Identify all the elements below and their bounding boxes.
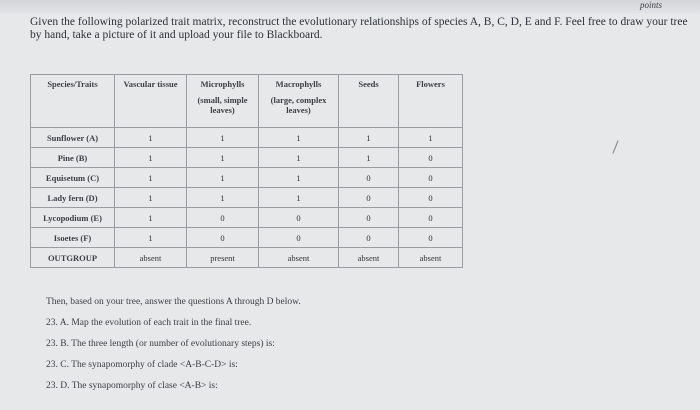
flowers-value: 0 (399, 228, 463, 248)
outgroup-name: OUTGROUP (31, 248, 115, 268)
vascular-value: absent (115, 248, 187, 268)
flowers-value: 0 (399, 168, 463, 188)
header-microphylls (187, 75, 259, 128)
header-microphylls-sub: (small, simple leaves) (197, 95, 248, 115)
micro-value: 1 (187, 128, 259, 148)
species-name: Sunflower (A) (31, 128, 115, 148)
question-23a: 23. A. Map the evolution of each trait in the final tree. (46, 318, 252, 328)
vascular-value: 1 (115, 228, 187, 248)
micro-value: 0 (187, 208, 259, 228)
micro-value: 1 (187, 168, 259, 188)
question-23d: 23. D. The synapomorphy of clase <A-B> is: (46, 381, 218, 391)
seeds-value: 0 (339, 168, 399, 188)
flowers-value: 0 (399, 208, 463, 228)
table-row (31, 148, 463, 168)
seeds-value: 1 (339, 148, 399, 168)
macro-value: 1 (259, 168, 339, 188)
flowers-value: 1 (399, 128, 463, 148)
table-row (31, 208, 463, 228)
top-strip (0, 0, 700, 14)
header-macrophylls (259, 75, 339, 128)
macro-value: 0 (259, 208, 339, 228)
seeds-value: absent (339, 248, 399, 268)
table-row (31, 168, 463, 188)
vascular-value: 1 (115, 128, 187, 148)
header-microphylls-title: Microphylls (200, 79, 245, 89)
header-macrophylls-sub: (large, complex leaves) (270, 95, 327, 115)
vascular-value: 1 (115, 148, 187, 168)
pen-mark (612, 140, 618, 153)
question-23b: 23. B. The three length (or number of evolutionary steps) is: (46, 339, 275, 349)
questions-block (46, 296, 301, 401)
trait-matrix-table (30, 74, 463, 268)
questions-lead: Then, based on your tree, answer the questions A through D below. (46, 297, 301, 307)
micro-value: 1 (187, 148, 259, 168)
header-flowers: Flowers (399, 75, 463, 128)
points-label: points (639, 0, 662, 10)
micro-value: 0 (187, 228, 259, 248)
macro-value: absent (259, 248, 339, 268)
flowers-value: 0 (399, 188, 463, 208)
header-macrophylls-title: Macrophylls (275, 79, 322, 89)
macro-value: 1 (259, 128, 339, 148)
outgroup-row (31, 248, 463, 268)
header-vascular: Vascular tissue (115, 75, 187, 128)
seeds-value: 0 (339, 188, 399, 208)
species-name: Isoetes (F) (31, 228, 115, 248)
macro-value: 0 (259, 228, 339, 248)
vascular-value: 1 (115, 168, 187, 188)
header-seeds: Seeds (339, 75, 399, 128)
micro-value: present (187, 248, 259, 268)
table-row (31, 188, 463, 208)
question-23c: 23. C. The synapomorphy of clade <A-B-C-D> is: (46, 360, 238, 370)
seeds-value: 1 (339, 128, 399, 148)
species-name: Lycopodium (E) (31, 208, 115, 228)
question-prompt: Given the following polarized trait matrix, reconstruct the evolutionary relationships of species A, B, C, D, E and F. Feel free to draw your tree by hand, take a picture of it and upload your file to Blackboard. (30, 16, 688, 41)
table-row (31, 128, 463, 148)
species-name: Pine (B) (31, 148, 115, 168)
species-name: Equisetum (C) (31, 168, 115, 188)
seeds-value: 0 (339, 228, 399, 248)
flowers-value: 0 (399, 148, 463, 168)
species-name: Lady fern (D) (31, 188, 115, 208)
seeds-value: 0 (339, 208, 399, 228)
vascular-value: 1 (115, 208, 187, 228)
macro-value: 1 (259, 188, 339, 208)
flowers-value: absent (399, 248, 463, 268)
macro-value: 1 (259, 148, 339, 168)
table-row (31, 228, 463, 248)
vascular-value: 1 (115, 188, 187, 208)
header-species: Species/Traits (31, 75, 115, 128)
micro-value: 1 (187, 188, 259, 208)
